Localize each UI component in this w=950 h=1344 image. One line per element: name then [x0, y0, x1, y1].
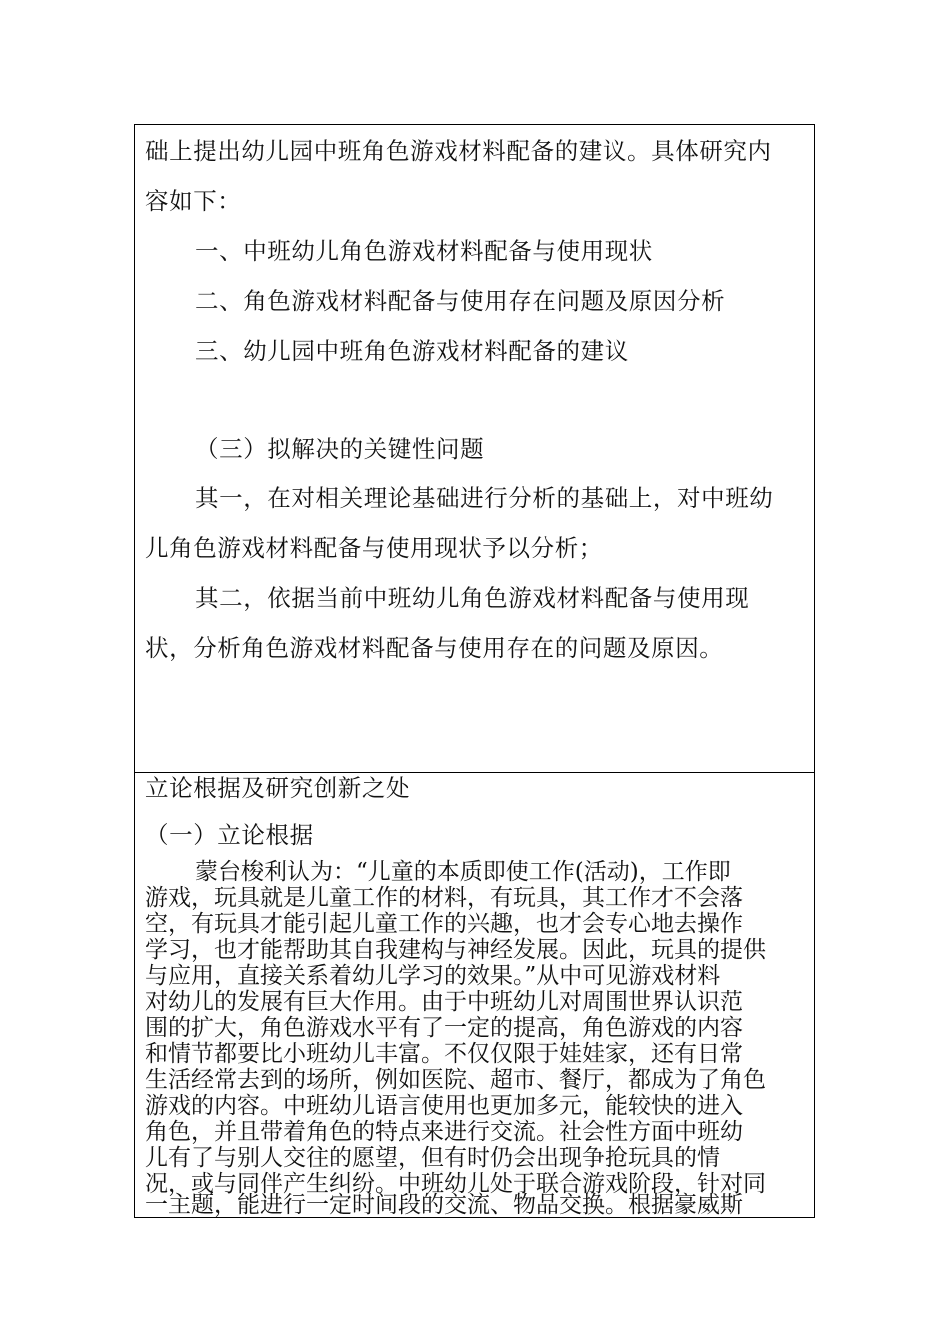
- paragraph-line: 蒙台梭利认为：“儿童的本质即使工作(活动)，工作即: [195, 859, 731, 885]
- paragraph-line: 角色，并且带着角色的特点来进行交流。社会性方面中班幼: [145, 1119, 743, 1145]
- rationale-cell: [135, 773, 814, 1217]
- text-line: 状，分析角色游戏材料配备与使用存在的问题及原因。: [145, 634, 724, 662]
- paragraph-line: 对幼儿的发展有巨大作用。由于中班幼儿对周围世界认识范: [145, 989, 743, 1015]
- paragraph-line: 儿有了与别人交往的愿望，但有时仍会出现争抢玩具的情: [145, 1145, 720, 1171]
- text-line: 容如下：: [145, 187, 242, 215]
- paragraph-line: 况，或与同伴产生纠纷。中班幼儿处于联合游戏阶段，针对同: [145, 1171, 766, 1197]
- document-table: [134, 124, 815, 1218]
- list-item: 三、幼儿园中班角色游戏材料配备的建议: [195, 337, 629, 365]
- paragraph-line: 空，有玩具才能引起儿童工作的兴趣，也才会专心地去操作: [145, 911, 743, 937]
- paragraph-line: 和情节都要比小班幼儿丰富。不仅仅限于娃娃家，还有日常: [145, 1041, 743, 1067]
- list-item: 一、中班幼儿角色游戏材料配备与使用现状: [195, 237, 653, 265]
- text-line: 其二，依据当前中班幼儿角色游戏材料配备与使用现: [195, 584, 750, 612]
- paragraph-line: 生活经常去到的场所，例如医院、超市、餐厅，都成为了角色: [145, 1067, 766, 1093]
- text-line: 其一，在对相关理论基础进行分析的基础上，对中班幼: [195, 484, 774, 512]
- research-content-cell: [135, 125, 814, 773]
- section-heading: （三）拟解决的关键性问题: [195, 435, 485, 463]
- paragraph-line: 与应用，直接关系着幼儿学习的效果。”从中可见游戏材料: [145, 963, 721, 989]
- paragraph-line: 一主题，能进行一定时间段的交流、物品交换。根据豪威斯: [145, 1192, 743, 1217]
- subsection-heading: （一）立论根据: [145, 821, 314, 849]
- paragraph-line: 围的扩大，角色游戏水平有了一定的提高，角色游戏的内容: [145, 1015, 743, 1041]
- paragraph-line: 游戏的内容。中班幼儿语言使用也更加多元，能较快的进入: [145, 1093, 743, 1119]
- text-line: 础上提出幼儿园中班角色游戏材料配备的建议。具体研究内: [145, 137, 772, 165]
- paragraph-line: 游戏，玩具就是儿童工作的材料，有玩具，其工作才不会落: [145, 885, 743, 911]
- cell-heading: 立论根据及研究创新之处: [145, 774, 411, 802]
- list-item: 二、角色游戏材料配备与使用存在问题及原因分析: [195, 287, 726, 315]
- text-line: 儿角色游戏材料配备与使用现状予以分析；: [145, 534, 603, 562]
- paragraph-line: 学习，也才能帮助其自我建构与神经发展。因此，玩具的提供: [145, 937, 766, 963]
